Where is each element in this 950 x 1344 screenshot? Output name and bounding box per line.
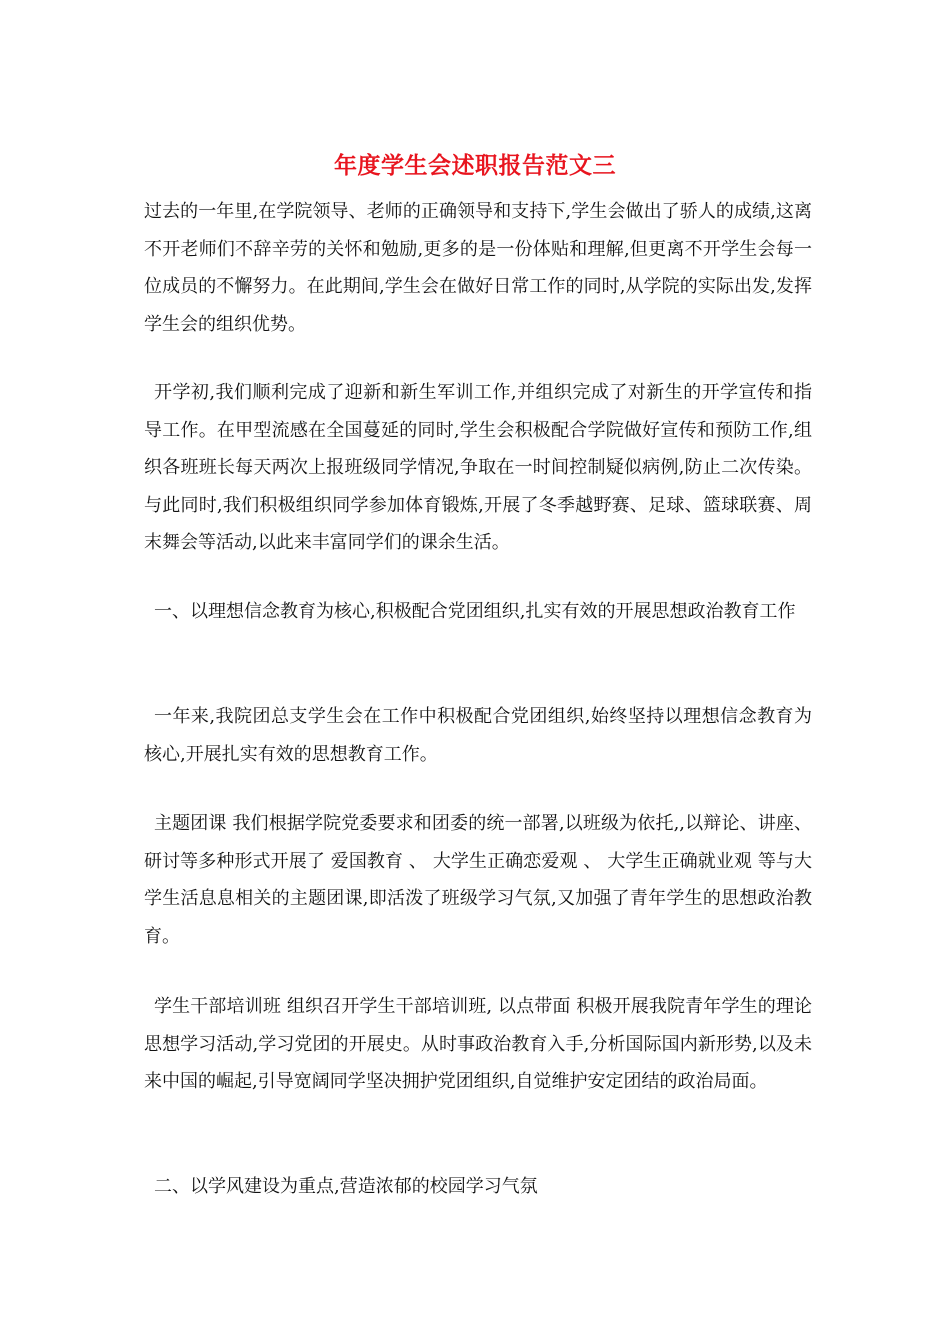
paragraph-ideology: 一年来,我院团总支学生会在工作中积极配合党团组织,始终坚持以理想信念教育为核心,开展扎实有效的思想教育工作。 [144,706,812,765]
section-heading-2: 二、以学风建设为重点,营造浓郁的校园学习气氛 [154,1176,538,1197]
paragraph-semester-start: 开学初,我们顺利完成了迎新和新生军训工作,并组织完成了对新生的开学宣传和指导工作。在甲型流感在全国蔓延的同时,学生会积极配合学院做好宣传和预防工作,组织各班班长每天两次上报班级同学情况,争取在一时间控制疑似病例,防止二次传染。与此同时,我们积极组织同学参加体育锻炼,开展了冬季越野赛、足球、篮球联赛、周末舞会等活动,以此来丰富同学们的课余生活。 [144,382,812,553]
paragraph-intro: 过去的一年里,在学院领导、老师的正确领导和支持下,学生会做出了骄人的成绩,这离不开老师们不辞辛劳的关怀和勉励,更多的是一份体贴和理解,但更离不开学生会每一位成员的不懈努力。在此期间,学生会在做好日常工作的同时,从学院的实际出发,发挥学生会的组织优势。 [144,201,812,335]
paragraph-theme-lecture: 主题团课 我们根据学院党委要求和团委的统一部署,以班级为依托,,以辩论、讲座、研讨等多种形式开展了 爱国教育 、 大学生正确恋爱观 、 大学生正确就业观 等与大学生活息息相关的主题团课,即活泼了班级学习气氛,又加强了青年学生的思想政治教育。 [144,813,812,947]
section-heading-1: 一、以理想信念教育为核心,积极配合党团组织,扎实有效的开展思想政治教育工作 [154,601,796,622]
paragraph-cadre-training: 学生干部培训班 组织召开学生干部培训班, 以点带面 积极开展我院青年学生的理论思想学习活动,学习党团的开展史。从时事政治教育入手,分析国际国内新形势,以及未来中国的崛起,引导宽阔同学坚决拥护党团组织,自觉维护安定团结的政治局面。 [144,996,812,1092]
document-title: 年度学生会述职报告范文三 [334,152,616,179]
